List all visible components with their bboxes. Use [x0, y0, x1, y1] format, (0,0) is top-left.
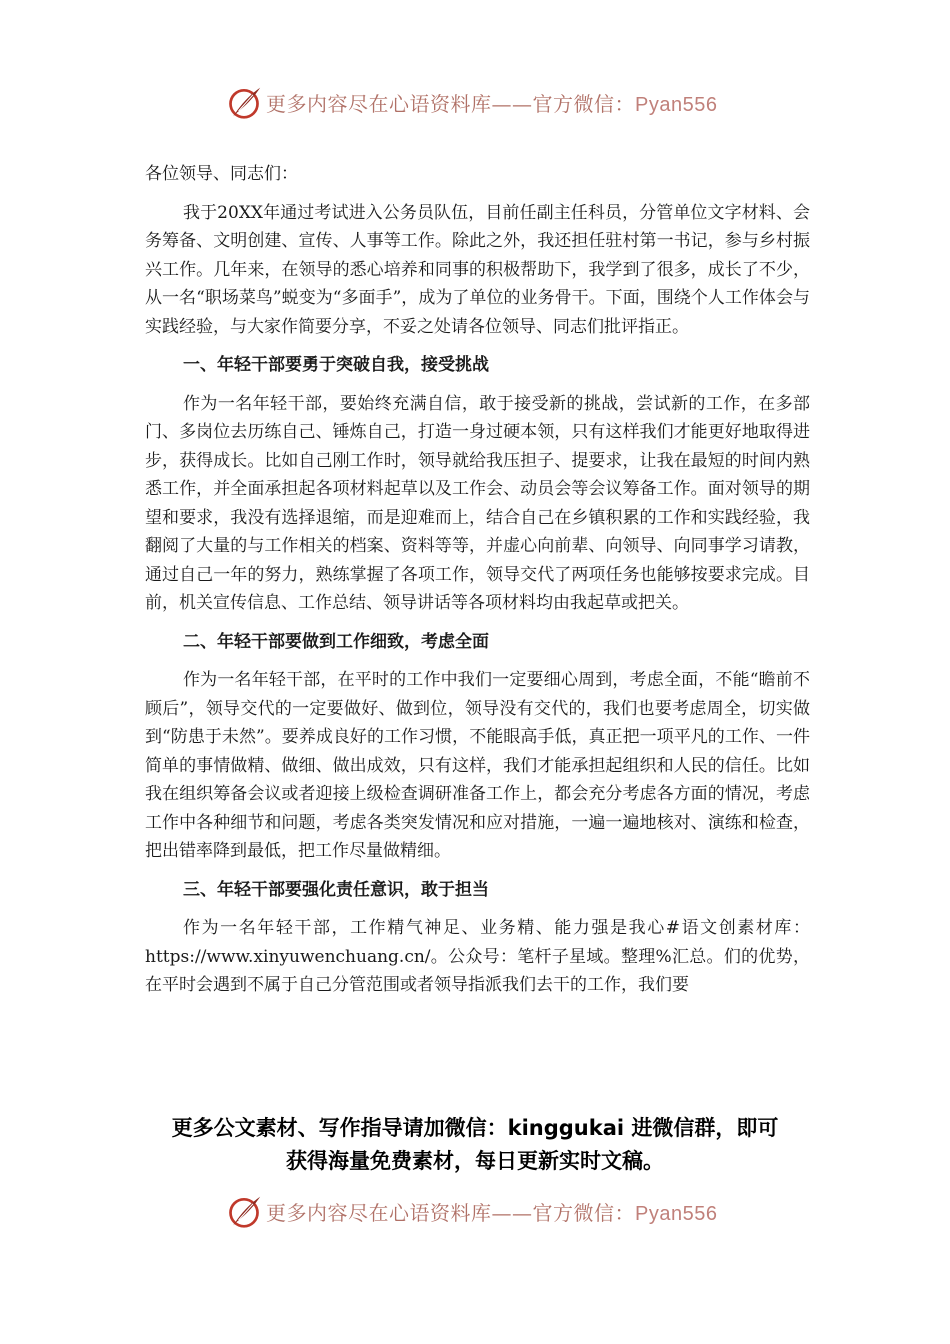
intro-paragraph: 我于20XX年通过考试进入公务员队伍，目前任副主任科员，分管单位文字材料、会务筹备、文明创建、宣传、人事等工作。除此之外，我还担任驻村第一书记，参与乡村振兴工作。几年来，在领导的悉心培养和同事的积极帮助下，我学到了很多，成长了不少，从一名“职场菜鸟”蜕变为“多面手”，成为了单位的业务骨干。下面，围绕个人工作体会与实践经验，与大家作简要分享，不妥之处请各位领导、同志们批评指正。: [145, 202, 810, 337]
quill-logo-icon: [226, 84, 262, 120]
quill-logo-icon: [226, 1193, 262, 1229]
header-banner-label: 更多内容尽在心语资料库——官方微信：: [266, 91, 635, 116]
header-banner-wechat: Pyan556: [635, 93, 718, 116]
promo-notice: [110, 1112, 840, 1178]
promo-notice-line-1: 更多公文素材、写作指导请加微信：kinggukai 进微信群，即可: [171, 1116, 779, 1140]
salutation: 各位领导、同志们：: [145, 164, 298, 184]
promo-notice-line-2: 获得海量免费素材，每日更新实时文稿。: [286, 1149, 664, 1173]
section-body-3: 作为一名年轻干部，工作精气神足、业务精、能力强是我心#语文创素材库：https://www.xinyuwenchuang.cn/。公众号：笔杆子星域。整理%汇总。们的优势，在平时会遇到不属于自己分管范围或者领导指派我们去干的工作，我们要: [145, 918, 810, 995]
footer-banner: [226, 1193, 717, 1229]
document-body: [145, 160, 810, 1010]
section-body-1: 作为一名年轻干部，要始终充满自信，敢于接受新的挑战，尝试新的工作，在多部门、多岗位去历练自己、锤炼自己，打造一身过硬本领，只有这样我们才能更好地取得进步，获得成长。比如自己刚工作时，领导就给我压担子、提要求，让我在最短的时间内熟悉工作，并全面承担起各项材料起草以及工作会、动员会等会议筹备工作。面对领导的期望和要求，我没有选择退缩，而是迎难而上，结合自己在乡镇积累的工作和实践经验，我翻阅了大量的与工作相关的档案、资料等等，并虚心向前辈、向领导、向同事学习请教，通过自己一年的努力，熟练掌握了各项工作，领导交代了两项任务也能够按要求完成。目前，机关宣传信息、工作总结、领导讲话等各项材料均由我起草或把关。: [145, 393, 810, 613]
footer-banner-text: [266, 1197, 717, 1226]
footer-banner-wechat: Pyan556: [635, 1202, 718, 1225]
section-heading-2: 二、年轻干部要做到工作细致，考虑全面: [183, 631, 489, 652]
section-body-2: 作为一名年轻干部，在平时的工作中我们一定要细心周到，考虑全面，不能“瞻前不顾后”，领导交代的一定要做好、做到位，领导没有交代的，我们也要考虑周全，切实做到“防患于未然”。要养成良好的工作习惯，不能眼高手低，真正把一项平凡的工作、一件简单的事情做精、做细、做出成效，只有这样，我们才能承担起组织和人民的信任。比如我在组织筹备会议或者迎接上级检查调研准备工作上，都会充分考虑各方面的情况，考虑工作中各种细节和问题，考虑各类突发情况和应对措施，一遍一遍地核对、演练和检查，把出错率降到最低，把工作尽量做精细。: [145, 670, 810, 861]
header-banner-text: [266, 88, 717, 117]
header-banner: [226, 84, 717, 120]
section-heading-3: 三、年轻干部要强化责任意识，敢于担当: [183, 879, 489, 900]
footer-banner-label: 更多内容尽在心语资料库——官方微信：: [266, 1200, 635, 1225]
section-heading-1: 一、年轻干部要勇于突破自我，接受挑战: [183, 355, 489, 375]
